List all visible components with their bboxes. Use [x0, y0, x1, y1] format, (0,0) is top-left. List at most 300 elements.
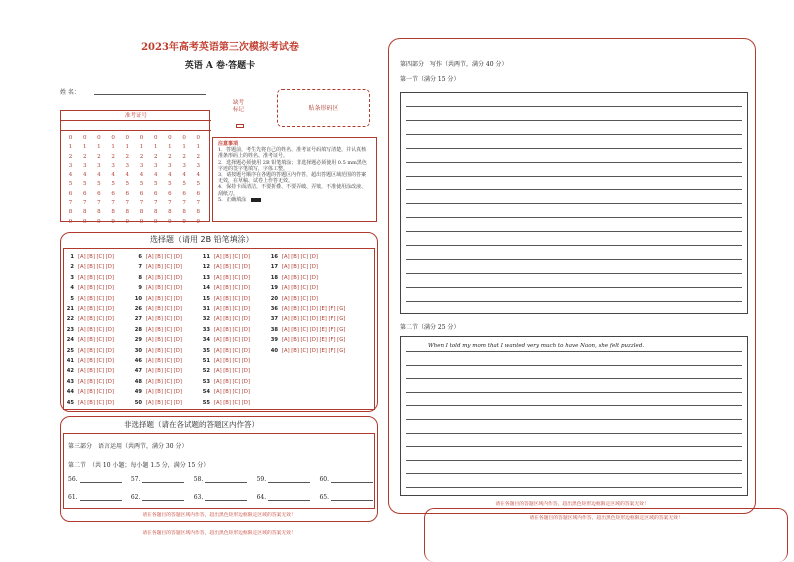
choice-question[interactable]: [201, 358, 250, 364]
option-bubbles[interactable]: [A] [B] [C] [D]: [146, 254, 182, 260]
question-number: 19: [270, 285, 278, 292]
absent-box[interactable]: [236, 124, 244, 128]
choice-questions[interactable]: [65, 254, 375, 409]
digit-bubble[interactable]: 0: [111, 135, 115, 141]
digit-bubble[interactable]: 1: [168, 144, 172, 151]
writing-line[interactable]: [406, 217, 742, 218]
digit-bubble[interactable]: 6: [182, 190, 186, 197]
digit-column[interactable]: [93, 134, 104, 227]
digit-bubble[interactable]: 3: [182, 162, 186, 169]
digit-bubble[interactable]: 6: [139, 190, 144, 197]
digit-bubble[interactable]: 0: [97, 135, 101, 141]
digit-bubble[interactable]: 6: [125, 190, 130, 197]
option-bubbles[interactable]: [A] [B] [C] [D]: [214, 378, 250, 385]
blank-line[interactable]: [331, 477, 373, 483]
blank-number: 57.: [130, 476, 141, 483]
option-bubbles[interactable]: [A] [B] [C] [D]: [78, 295, 114, 302]
digit-bubble[interactable]: 4: [153, 172, 158, 179]
choice-question[interactable]: [201, 400, 250, 406]
blank-line[interactable]: [268, 477, 310, 483]
blank-line[interactable]: [268, 495, 310, 501]
option-bubbles[interactable]: [A] [B] [C] [D] [E] [F] [G]: [282, 306, 346, 312]
writing-line[interactable]: [406, 460, 742, 461]
option-bubbles[interactable]: [A] [B] [C] [D]: [78, 316, 114, 323]
option-bubbles[interactable]: [A] [B] [C] [D]: [214, 306, 250, 312]
option-bubbles[interactable]: [A] [B] [C] [D]: [78, 306, 114, 312]
digit-bubble[interactable]: 1: [196, 144, 201, 151]
digit-bubble[interactable]: 3: [139, 162, 144, 169]
digit-bubble[interactable]: 2: [139, 153, 144, 160]
digit-bubble[interactable]: 4: [111, 172, 115, 179]
digit-bubble[interactable]: 1: [111, 144, 115, 151]
choice-question[interactable]: [201, 348, 250, 354]
question-number: 29: [134, 337, 142, 344]
digit-bubble[interactable]: 6: [196, 190, 201, 197]
option-bubbles[interactable]: [A] [B] [C] [D]: [78, 347, 114, 354]
digit-bubble[interactable]: 4: [68, 172, 73, 179]
digit-bubble[interactable]: 7: [111, 200, 115, 207]
part4-heading: 第四部分 写作（共两节，满分 40 分）: [400, 61, 508, 68]
option-bubbles[interactable]: [A] [B] [C] [D]: [214, 368, 250, 375]
digit-bubble[interactable]: 4: [139, 172, 144, 179]
digit-column[interactable]: [193, 134, 204, 227]
digit-bubble[interactable]: 2: [125, 153, 130, 160]
essay1-lines[interactable]: [406, 92, 742, 314]
blank-line[interactable]: [142, 477, 184, 483]
option-bubbles[interactable]: [A] [B] [C] [D]: [146, 337, 182, 344]
blank-row: [68, 476, 373, 483]
digit-bubble[interactable]: 6: [82, 190, 87, 197]
digit-bubbles[interactable]: [65, 134, 207, 225]
blank-line[interactable]: [205, 495, 247, 501]
option-bubbles[interactable]: [A] [B] [C] [D]: [214, 264, 250, 271]
option-bubbles[interactable]: [A] [B] [C] [D]: [146, 399, 182, 406]
question-number: 10: [134, 295, 142, 302]
digit-bubble[interactable]: 2: [111, 153, 115, 160]
option-bubbles[interactable]: [A] [B] [C] [D]: [146, 274, 182, 281]
writing-line[interactable]: [406, 301, 742, 302]
option-bubbles[interactable]: [A] [B] [C] [D]: [214, 337, 250, 344]
digit-bubble[interactable]: 3: [196, 162, 201, 169]
digit-bubble[interactable]: 3: [168, 162, 172, 169]
digit-column[interactable]: [108, 134, 119, 227]
digit-bubble[interactable]: 8: [168, 209, 172, 216]
option-bubbles[interactable]: [A] [B] [C] [D]: [78, 274, 114, 281]
digit-bubble[interactable]: 5: [111, 181, 115, 188]
choice-question[interactable]: [201, 306, 250, 312]
digit-bubble[interactable]: 6: [168, 190, 172, 197]
choice-question[interactable]: [201, 368, 250, 374]
barcode-area: [277, 89, 370, 127]
digit-bubble[interactable]: 8: [182, 209, 186, 216]
choice-question[interactable]: [133, 296, 182, 302]
writing-line[interactable]: [406, 433, 742, 434]
choice-question[interactable]: [65, 348, 114, 354]
writing-line[interactable]: [406, 405, 742, 406]
blank-number: 58.: [193, 476, 204, 483]
option-bubbles[interactable]: [A] [B] [C] [D]: [214, 389, 250, 396]
choice-question[interactable]: [65, 327, 114, 333]
writing-line[interactable]: [406, 392, 742, 393]
choice-question[interactable]: [201, 327, 250, 333]
digit-bubble[interactable]: 8: [153, 209, 158, 216]
option-bubbles[interactable]: [A] [B] [C] [D]: [146, 264, 182, 271]
writing-line[interactable]: [406, 162, 742, 163]
writing-line[interactable]: [406, 419, 742, 420]
digit-bubble[interactable]: 0: [153, 135, 158, 141]
option-bubbles[interactable]: [A] [B] [C] [D]: [146, 326, 182, 333]
choice-question[interactable]: [133, 275, 182, 281]
digit-bubble[interactable]: 2: [182, 153, 186, 160]
choice-question[interactable]: [65, 275, 114, 281]
choice-question[interactable]: [201, 285, 250, 291]
exam-number-grid[interactable]: [60, 110, 210, 225]
digit-bubble[interactable]: 7: [68, 200, 73, 207]
digit-bubble[interactable]: 8: [125, 209, 130, 216]
question-number: 20: [270, 295, 278, 302]
blank-number: 60.: [319, 476, 329, 483]
choice-question[interactable]: [269, 327, 345, 333]
writing-line[interactable]: [406, 231, 742, 232]
digit-bubble[interactable]: 6: [111, 190, 115, 197]
digit-bubble[interactable]: 8: [97, 209, 101, 216]
question-number: 4: [70, 285, 74, 292]
option-bubbles[interactable]: [A] [B] [C] [D]: [214, 285, 250, 292]
digit-bubble[interactable]: 1: [139, 144, 144, 151]
digit-bubble[interactable]: 9: [68, 218, 73, 225]
option-bubbles[interactable]: [A] [B] [C] [D] [E] [F] [G]: [282, 347, 346, 354]
digit-bubble[interactable]: 7: [139, 200, 144, 207]
digit-bubble[interactable]: 6: [153, 190, 158, 197]
writing-line[interactable]: [406, 273, 742, 274]
option-bubbles[interactable]: [A] [B] [C] [D]: [78, 368, 114, 375]
digit-bubble[interactable]: 8: [68, 209, 73, 216]
option-bubbles[interactable]: [A] [B] [C] [D]: [214, 295, 250, 302]
digit-column[interactable]: [150, 134, 161, 227]
blank-number: 59.: [256, 476, 267, 483]
digit-column[interactable]: [65, 134, 76, 227]
digit-bubble[interactable]: 9: [153, 218, 158, 225]
choice-question[interactable]: [65, 368, 114, 374]
option-bubbles[interactable]: [A] [B] [C] [D]: [214, 316, 250, 323]
choice-question[interactable]: [201, 316, 250, 322]
digit-bubble[interactable]: 3: [111, 162, 115, 169]
digit-bubble[interactable]: 0: [196, 135, 201, 141]
digit-bubble[interactable]: 0: [82, 135, 87, 141]
digit-bubble[interactable]: 5: [68, 181, 73, 188]
choice-question[interactable]: [133, 254, 182, 260]
digit-bubble[interactable]: 3: [97, 162, 101, 169]
essay2-lines[interactable]: [406, 336, 742, 496]
option-bubbles[interactable]: [A] [B] [C] [D] [E] [F] [G]: [282, 316, 346, 323]
choice-question[interactable]: [133, 389, 182, 395]
digit-bubble[interactable]: 7: [125, 200, 130, 207]
question-number: 32: [202, 316, 210, 323]
digit-bubble[interactable]: 9: [125, 218, 130, 225]
section2-writing-heading: 第二节（满分 25 分）: [400, 324, 460, 331]
option-bubbles[interactable]: [A] [B] [C] [D]: [78, 264, 114, 271]
digit-bubble[interactable]: 5: [153, 181, 158, 188]
digit-column[interactable]: [179, 134, 190, 227]
choice-question[interactable]: [65, 379, 114, 385]
option-bubbles[interactable]: [A] [B] [C] [D]: [146, 378, 182, 385]
option-bubbles[interactable]: [A] [B] [C] [D]: [282, 274, 318, 281]
digit-bubble[interactable]: 9: [168, 218, 172, 225]
filled-sample-mark: [251, 198, 261, 202]
digit-bubble[interactable]: 7: [196, 200, 201, 207]
option-bubbles[interactable]: [A] [B] [C] [D]: [282, 295, 318, 302]
digit-bubble[interactable]: 4: [97, 172, 101, 179]
choice-question[interactable]: [65, 254, 114, 260]
digit-bubble[interactable]: 3: [82, 162, 87, 169]
choice-question[interactable]: [65, 358, 114, 364]
option-bubbles[interactable]: [A] [B] [C] [D]: [214, 254, 250, 260]
option-bubbles[interactable]: [A] [B] [C] [D]: [78, 337, 114, 344]
question-number: 53: [202, 378, 210, 385]
choice-question[interactable]: [201, 254, 250, 260]
writing-line[interactable]: [406, 176, 742, 177]
digit-bubble[interactable]: 6: [97, 190, 101, 197]
digit-bubble[interactable]: 0: [139, 135, 144, 141]
choice-question[interactable]: [133, 358, 182, 364]
digit-bubble[interactable]: 3: [125, 162, 130, 169]
question-number: 6: [138, 254, 142, 260]
choice-question[interactable]: [133, 327, 182, 333]
choice-question[interactable]: [65, 337, 114, 343]
choice-question[interactable]: [269, 296, 318, 302]
digit-bubble[interactable]: 9: [82, 218, 87, 225]
digit-bubble[interactable]: 1: [97, 144, 101, 151]
option-bubbles[interactable]: [A] [B] [C] [D]: [78, 378, 114, 385]
warning-text: 请在各题目的答题区域内作答，超出黑色矩形边框限定区域的答案无效！: [142, 513, 296, 518]
digit-bubble[interactable]: 8: [82, 209, 87, 216]
choice-question[interactable]: [65, 306, 114, 312]
writing-line[interactable]: [406, 365, 742, 366]
option-bubbles[interactable]: [A] [B] [C] [D]: [282, 264, 318, 271]
digit-bubble[interactable]: 3: [153, 162, 158, 169]
digit-bubble[interactable]: 5: [196, 181, 201, 188]
question-number: 28: [134, 326, 142, 333]
digit-bubble[interactable]: 1: [68, 144, 73, 151]
option-bubbles[interactable]: [A] [B] [C] [D]: [146, 295, 182, 302]
digit-bubble[interactable]: 3: [68, 162, 73, 169]
blank-line[interactable]: [80, 495, 122, 501]
digit-bubble[interactable]: 1: [125, 144, 130, 151]
digit-column[interactable]: [79, 134, 90, 227]
exam-number-write-row[interactable]: [61, 121, 211, 131]
digit-bubble[interactable]: 4: [82, 172, 87, 179]
choice-question[interactable]: [201, 296, 250, 302]
option-bubbles[interactable]: [A] [B] [C] [D]: [78, 389, 114, 396]
choice-question[interactable]: [269, 348, 345, 354]
writing-line[interactable]: [406, 134, 742, 135]
option-bubbles[interactable]: [A] [B] [C] [D]: [78, 254, 114, 260]
choice-question[interactable]: [133, 368, 182, 374]
name-line[interactable]: [94, 94, 206, 95]
option-bubbles[interactable]: [A] [B] [C] [D]: [78, 358, 114, 364]
digit-bubble[interactable]: 4: [196, 172, 201, 179]
blank-line[interactable]: [80, 477, 122, 483]
option-bubbles[interactable]: [A] [B] [C] [D]: [78, 326, 114, 333]
section1-heading: 第一节（满分 15 分）: [400, 76, 460, 83]
blank-61: [68, 494, 122, 501]
writing-line[interactable]: [406, 245, 742, 246]
option-bubbles[interactable]: [A] [B] [C] [D]: [146, 347, 182, 354]
blank-line[interactable]: [205, 477, 247, 483]
choice-question[interactable]: [133, 348, 182, 354]
digit-bubble[interactable]: 2: [196, 153, 201, 160]
digit-bubble[interactable]: 8: [196, 209, 201, 216]
option-bubbles[interactable]: [A] [B] [C] [D]: [282, 254, 318, 260]
digit-bubble[interactable]: 6: [68, 190, 73, 197]
writing-line[interactable]: [406, 203, 742, 204]
option-bubbles[interactable]: [A] [B] [C] [D]: [214, 399, 250, 406]
writing-line[interactable]: [406, 106, 742, 107]
choice-question[interactable]: [269, 306, 345, 312]
digit-bubble[interactable]: 5: [82, 181, 87, 188]
choice-question[interactable]: [269, 264, 318, 270]
notice-item: 4．保持卡面清洁，不要折叠、不要弄破、弄皱，不准使用涂改液、刮纸刀。: [218, 184, 367, 197]
digit-bubble[interactable]: 5: [97, 181, 101, 188]
writing-line[interactable]: [406, 287, 742, 288]
digit-bubble[interactable]: 4: [182, 172, 186, 179]
choice-question[interactable]: [269, 316, 345, 322]
blank-line[interactable]: [331, 495, 373, 501]
digit-bubble[interactable]: 9: [139, 218, 144, 225]
option-bubbles[interactable]: [A] [B] [C] [D]: [214, 358, 250, 364]
option-bubbles[interactable]: [A] [B] [C] [D]: [282, 285, 318, 292]
choice-question[interactable]: [65, 400, 114, 406]
question-number: 25: [66, 347, 74, 354]
question-number: 41: [66, 358, 74, 364]
question-number: 18: [270, 274, 278, 281]
option-bubbles[interactable]: [A] [B] [C] [D] [E] [F] [G]: [282, 337, 346, 344]
digit-bubble[interactable]: 0: [182, 135, 186, 141]
digit-bubble[interactable]: 5: [139, 181, 144, 188]
digit-bubble[interactable]: 2: [68, 153, 73, 160]
digit-bubble[interactable]: 5: [182, 181, 186, 188]
digit-bubble[interactable]: 0: [168, 135, 172, 141]
choice-question[interactable]: [65, 264, 114, 270]
notice-box: [212, 137, 377, 222]
option-bubbles[interactable]: [A] [B] [C] [D]: [146, 389, 182, 396]
writing-line[interactable]: [406, 120, 742, 121]
digit-bubble[interactable]: 7: [82, 200, 87, 207]
question-number: 17: [270, 264, 278, 271]
option-bubbles[interactable]: [A] [B] [C] [D]: [146, 316, 182, 323]
option-bubbles[interactable]: [A] [B] [C] [D] [E] [F] [G]: [282, 326, 346, 333]
blank-line[interactable]: [142, 495, 184, 501]
digit-bubble[interactable]: 9: [196, 218, 201, 225]
blank-number: 56.: [68, 476, 78, 483]
option-bubbles[interactable]: [A] [B] [C] [D]: [214, 326, 250, 333]
choice-question[interactable]: [65, 316, 114, 322]
choice-question[interactable]: [133, 285, 182, 291]
digit-bubble[interactable]: 5: [125, 181, 130, 188]
choice-question[interactable]: [201, 264, 250, 270]
question-number: 31: [202, 306, 210, 312]
digit-bubble[interactable]: 8: [111, 209, 115, 216]
choice-question[interactable]: [201, 389, 250, 395]
digit-bubble[interactable]: 4: [168, 172, 172, 179]
digit-bubble[interactable]: 9: [97, 218, 101, 225]
notice-title: 注意事项: [218, 141, 239, 147]
option-bubbles[interactable]: [A] [B] [C] [D]: [146, 358, 182, 364]
digit-bubble[interactable]: 2: [97, 153, 101, 160]
barcode-label: 贴条形码区: [308, 105, 339, 112]
choice-question[interactable]: [133, 306, 182, 312]
digit-bubble[interactable]: 4: [125, 172, 130, 179]
question-number: 46: [134, 358, 142, 364]
question-number: 11: [202, 254, 210, 260]
choice-question[interactable]: [269, 337, 345, 343]
digit-bubble[interactable]: 2: [153, 153, 158, 160]
digit-bubble[interactable]: 1: [182, 144, 186, 151]
blank-row: [68, 494, 373, 501]
digit-bubble[interactable]: 1: [82, 144, 87, 151]
choice-question[interactable]: [65, 389, 114, 395]
digit-bubble[interactable]: 7: [182, 200, 186, 207]
writing-line[interactable]: [406, 351, 742, 352]
digit-bubble[interactable]: 7: [153, 200, 158, 207]
option-bubbles[interactable]: [A] [B] [C] [D]: [214, 274, 250, 281]
digit-bubble[interactable]: 0: [68, 135, 73, 141]
writing-line[interactable]: [406, 378, 742, 379]
choice-question[interactable]: [201, 275, 250, 281]
choice-question[interactable]: [133, 379, 182, 385]
digit-column[interactable]: [164, 134, 175, 227]
choice-question[interactable]: [133, 264, 182, 270]
choice-question[interactable]: [269, 254, 318, 260]
digit-bubble[interactable]: 2: [168, 153, 172, 160]
digit-bubble[interactable]: 8: [139, 209, 144, 216]
option-bubbles[interactable]: [A] [B] [C] [D]: [146, 306, 182, 312]
digit-column[interactable]: [136, 134, 147, 227]
choice-question[interactable]: [133, 337, 182, 343]
digit-bubble[interactable]: 7: [168, 200, 172, 207]
digit-bubble[interactable]: 1: [153, 144, 158, 151]
writing-line[interactable]: [406, 446, 742, 447]
writing-line[interactable]: [406, 473, 742, 474]
choice-question[interactable]: [201, 337, 250, 343]
choice-question[interactable]: [65, 285, 114, 291]
digit-bubble[interactable]: 7: [97, 200, 101, 207]
option-bubbles[interactable]: [A] [B] [C] [D]: [78, 285, 114, 292]
writing-line[interactable]: [406, 148, 742, 149]
choice-question[interactable]: [65, 296, 114, 302]
digit-bubble[interactable]: 2: [82, 153, 87, 160]
option-bubbles[interactable]: [A] [B] [C] [D]: [78, 399, 114, 406]
option-bubbles[interactable]: [A] [B] [C] [D]: [146, 285, 182, 292]
digit-bubble[interactable]: 5: [168, 181, 172, 188]
choice-question[interactable]: [269, 285, 318, 291]
option-bubbles[interactable]: [A] [B] [C] [D]: [214, 347, 250, 354]
digit-bubble[interactable]: 9: [182, 218, 186, 225]
choice-question[interactable]: [133, 400, 182, 406]
writing-line[interactable]: [406, 259, 742, 260]
option-bubbles[interactable]: [A] [B] [C] [D]: [146, 368, 182, 375]
choice-question[interactable]: [201, 379, 250, 385]
choice-question[interactable]: [269, 275, 318, 281]
blank-number: 63.: [193, 494, 204, 501]
choice-question[interactable]: [133, 316, 182, 322]
digit-column[interactable]: [122, 134, 133, 227]
digit-bubble[interactable]: 9: [111, 218, 115, 225]
question-number: 33: [202, 326, 210, 333]
digit-bubble[interactable]: 0: [125, 135, 130, 141]
writing-line[interactable]: [406, 487, 742, 488]
writing-line[interactable]: [406, 189, 742, 190]
